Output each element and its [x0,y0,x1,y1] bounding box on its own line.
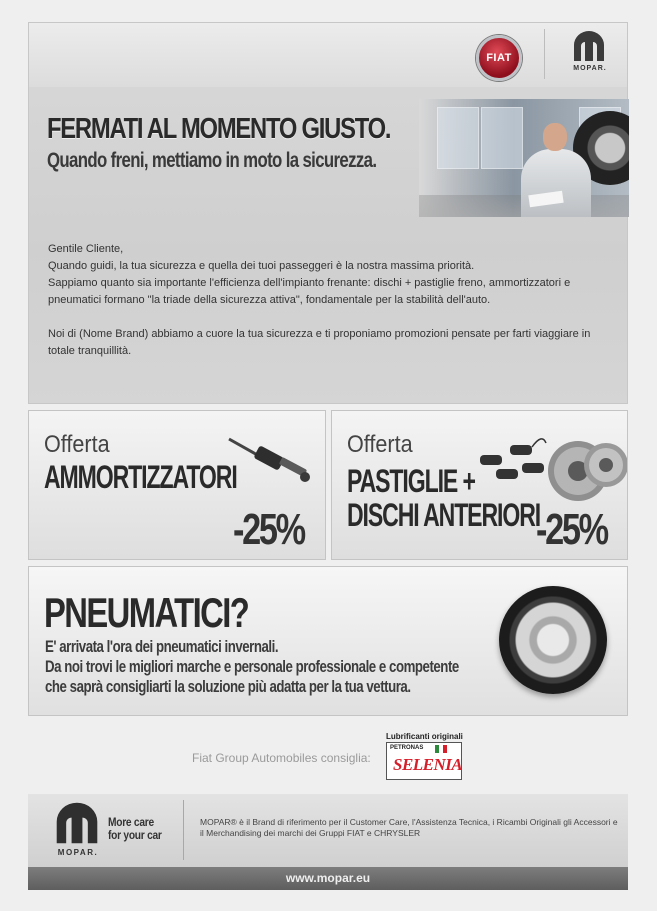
selenia-caption: Lubrificanti originali [386,732,463,741]
footer-mopar-text: MOPAR. [57,848,99,857]
letter-paragraph: Quando guidi, la tua sicurezza e quella dei tuoi passeggeri è la nostra massima priorità. [48,260,475,272]
fiat-logo-text: FIAT [486,52,512,64]
offer-title: PASTIGLIE + [347,463,475,499]
logo-divider [544,29,545,79]
tires-text-line: Da noi trovi le migliori marche e personale professionale e competente [45,657,459,676]
offer-label: Offerta [347,431,413,458]
mopar-logo-text: MOPAR. [573,65,607,72]
recommendation-text: Fiat Group Automobiles consiglia: [192,751,371,765]
fiat-logo [476,35,522,81]
hero-headline: FERMATI AL MOMENTO GIUSTO. [47,113,391,145]
footer-mopar-logo [50,802,106,862]
footer-panel [28,794,628,867]
letter-body [48,241,608,360]
offer-title: AMMORTIZZATORI [44,459,237,495]
brake-pads-discs-icon [478,425,628,511]
selenia-brand-text: SELENIA [393,755,463,774]
mopar-website-link[interactable]: www.mopar.eu [28,867,628,890]
tires-title: PNEUMATICI? [44,589,249,636]
mopar-m-icon [54,802,100,844]
letter-paragraph: Sappiamo quanto sia importante l'efficienza dell'impianto frenante: dischi + pastiglie freno, ammortizzatori e pneumatici formano "la triade della sicurezza attiva", fondamentale per la stabilità dell'auto. [48,277,571,306]
offer-discount: -25% [536,505,607,554]
offer-ammortizzatori[interactable] [28,410,326,560]
selenia-logo[interactable] [386,742,462,780]
offer-title: DISCHI ANTERIORI [347,497,541,533]
flag-icon [435,745,447,753]
letter-paragraph: Noi di (Nome Brand) abbiamo a cuore la tua sicurezza e ti proponiamo promozioni pensate per farti viaggiare in totale tranquillità. [48,328,591,357]
tires-banner[interactable] [28,566,628,716]
footer-tagline [108,816,162,842]
tires-text-line: che saprà consigliarti la soluzione più adatta per la tua vettura. [45,677,411,696]
tire-icon [499,586,607,694]
mopar-logo [567,31,613,77]
tires-text-line: E' arrivata l'ora dei pneumatici invernali. [45,637,279,656]
footer [28,794,628,890]
hero-subheadline: Quando freni, mettiamo in moto la sicurezza. [47,149,377,172]
footer-description: MOPAR® è il Brand di riferimento per il Customer Care, l'Assistenza Tecnica, i Ricambi Originali gli Accessori e il Merchandising dei marchi dei Gruppi FIAT e CHRYSLER [200,817,618,838]
letter-greeting: Gentile Cliente, [48,243,124,255]
hero-banner [28,22,628,404]
offer-pastiglie-dischi[interactable] [331,410,628,560]
shock-absorber-icon [225,433,311,485]
mechanic-photo [419,99,629,217]
offer-label: Offerta [44,431,110,458]
selenia-recommendation [28,727,628,787]
newsletter [28,22,628,890]
footer-tagline-line: More care [108,815,154,829]
offer-discount: -25% [233,505,304,554]
petronas-text: PETRONAS [390,745,424,751]
logo-bar [29,23,627,87]
footer-divider [183,800,184,860]
footer-tagline-line: for your car [108,828,162,842]
mopar-m-icon [572,31,606,61]
